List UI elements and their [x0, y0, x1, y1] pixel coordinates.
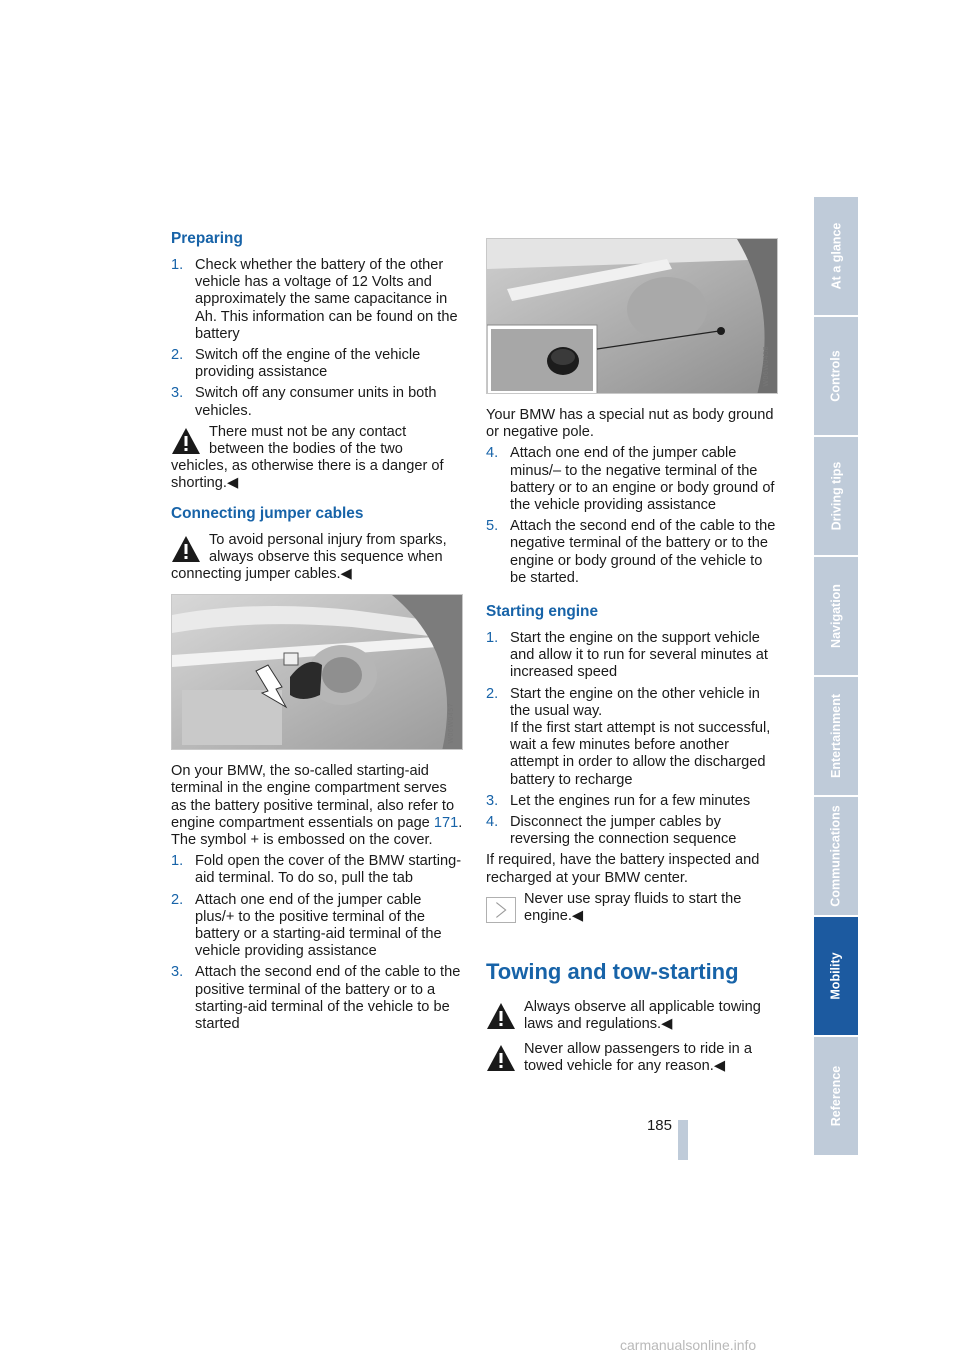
engine-bay-photo-negative	[486, 238, 778, 394]
starting-steps	[486, 630, 778, 848]
tip-note: Never use spray fluids to start the engine.◀	[486, 891, 778, 929]
tab-at-a-glance[interactable]: At a glance	[814, 197, 858, 317]
list-item: 2. Attach one end of the jumper cable plus/+ to the positive terminal of the battery or a starting-aid terminal of the vehicle providing assistance	[171, 891, 442, 960]
list-item: 5. Attach the second end of the cable to the negative terminal of the battery or to the engine or body ground of the vehicle to be started.	[486, 518, 776, 586]
warning-icon	[171, 426, 201, 456]
connecting-steps	[171, 853, 463, 1033]
image-code: W06W0458	[762, 346, 770, 387]
engine-bay-photo-positive	[171, 594, 463, 750]
warning-note: Always observe all applicable towing laws and regulations.◀	[486, 999, 778, 1037]
list-item: 1. Start the engine on the support vehicle and allow it to run for several minutes at increased speed	[486, 630, 768, 681]
starting-aid-paragraph: On your BMW, the so-called starting-aid terminal in the engine compartment serves as the battery positive terminal, also refer to engine compartment essentials on page 171. The symbol + is embossed on the cover.	[171, 763, 463, 849]
tab-controls[interactable]: Controls	[814, 317, 858, 437]
page-link[interactable]: 171	[433, 814, 459, 831]
right-column	[486, 238, 778, 1083]
engine-bay-image	[172, 595, 463, 750]
list-item: 2. Switch off the engine of the vehicle providing assistance	[171, 347, 421, 381]
warning-note: To avoid personal injury from sparks, always observe this sequence when connecting jumper cables.◀	[171, 531, 447, 583]
list-item: 3. Let the engines run for a few minutes	[486, 792, 751, 809]
warning-icon	[486, 1043, 516, 1073]
towing-heading: Towing and tow-starting	[486, 958, 739, 984]
watermark: carmanualsonline.info	[620, 1337, 757, 1353]
chapter-tabs	[814, 197, 858, 1157]
warning-icon	[171, 534, 201, 564]
list-item: 4. Attach one end of the jumper cable minus/– to the negative terminal of the battery or to an engine or body ground of the vehicle providing assistance	[486, 445, 775, 514]
tab-reference[interactable]: Reference	[814, 1037, 858, 1157]
list-item: 1. Fold open the cover of the BMW starting-aid terminal. To do so, pull the tab	[171, 853, 462, 887]
warning-icon	[486, 1001, 516, 1031]
page-number: 185	[646, 1117, 672, 1134]
engine-bay-image	[487, 239, 778, 394]
tab-communications[interactable]: Communications	[814, 797, 858, 917]
tab-navigation[interactable]: Navigation	[814, 557, 858, 677]
body-ground-paragraph: Your BMW has a special nut as body ground or negative pole.	[486, 407, 774, 441]
warning-note: There must not be any contact between the bodies of the two vehicles, as otherwise there is a danger of shorting.◀	[171, 423, 444, 492]
tab-driving-tips[interactable]: Driving tips	[814, 437, 858, 557]
negative-steps	[486, 445, 778, 587]
tab-mobility[interactable]: Mobility	[814, 917, 858, 1037]
play-tip-icon	[486, 897, 516, 923]
list-item: 3. Switch off any consumer units in both vehicles.	[171, 385, 437, 419]
image-code: W06W0457	[447, 702, 455, 744]
inspection-paragraph: If required, have the battery inspected and recharged at your BMW center.	[486, 852, 760, 886]
starting-engine-heading: Starting engine	[486, 603, 599, 621]
connecting-heading: Connecting jumper cables	[171, 504, 364, 522]
left-column	[171, 230, 463, 1037]
preparing-steps	[171, 257, 463, 420]
list-item: 2. Start the engine on the other vehicle in the usual way. If the first start attempt is not successful, wait a few minutes before another attempt in order to allow the discharged battery to recharge	[486, 685, 771, 788]
tab-entertainment[interactable]: Entertainment	[814, 677, 858, 797]
warning-note: Never allow passengers to ride in a towed vehicle for any reason.◀	[486, 1041, 778, 1079]
page-number-bar	[678, 1120, 688, 1160]
list-item: 4. Disconnect the jumper cables by reversing the connection sequence	[486, 814, 737, 848]
list-item: 3. Attach the second end of the cable to the positive terminal of the battery or to a starting-aid terminal of the vehicle to be started	[171, 964, 461, 1033]
list-item: 1. Check whether the battery of the other vehicle has a voltage of 12 Volts and approximately the same capacitance in Ah. This information can be found on the battery	[171, 257, 458, 342]
preparing-heading: Preparing	[171, 230, 243, 247]
